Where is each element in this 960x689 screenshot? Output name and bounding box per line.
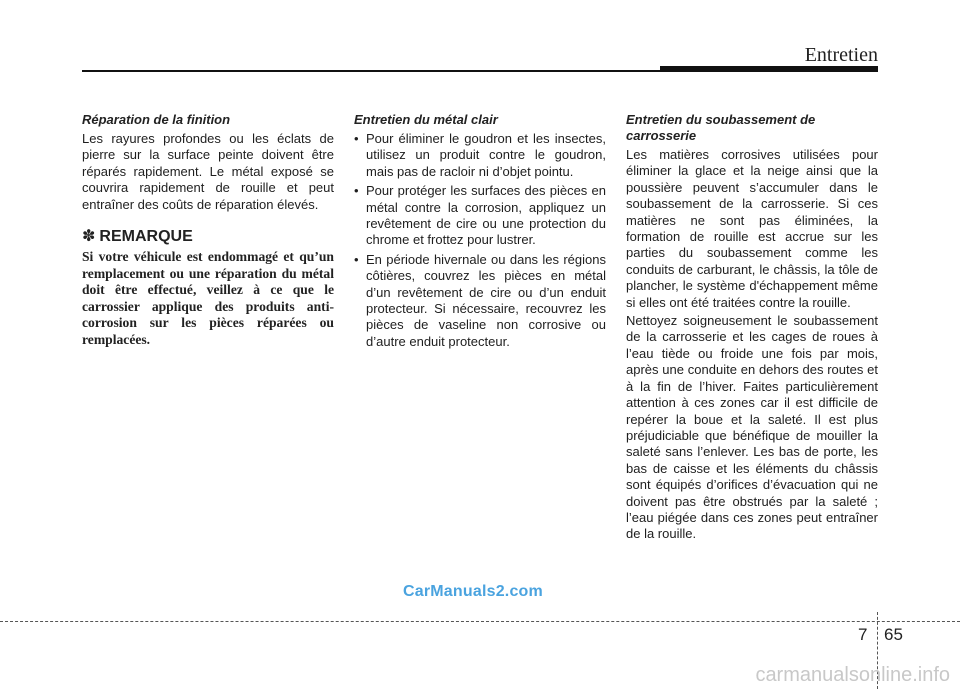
bullet-icon: • — [354, 251, 359, 267]
header-rule-thin — [82, 70, 660, 72]
list-item: • Pour éliminer le goudron et les insectes, utilisez un produit contre le goudron, mais pas de racloir ni d’objet pointu. — [354, 131, 606, 179]
page-header-title: Entretien — [804, 44, 878, 66]
bright-metal-list — [354, 131, 606, 350]
list-item: • En période hivernale ou dans les régions côtières, couvrez les pièces en métal d’un revêtement de cire ou d’un enduit protecteur. Si nécessaire, recouvrez les pièces de vaseline non corrosive ou d’autre enduit protecteur. — [354, 251, 606, 349]
column-bright-metal — [354, 112, 606, 353]
section-title-bright-metal: Entretien du métal clair — [354, 112, 498, 127]
footer-dashed-rule — [0, 621, 960, 622]
bullet-icon: • — [354, 183, 359, 199]
section-title-underbody: Entretien du soubassement de carrosserie — [626, 112, 816, 143]
note-text: Si votre véhicule est endommagé et qu’un remplacement ou une réparation du métal doit être effectué, veillez à ce que le carrossier applique des produits anti-corrosion sur les pièces réparées ou remplacées. — [82, 249, 334, 347]
finish-repair-text: Les rayures profondes ou les éclats de pierre sur la surface peinte doivent être réparés rapidement. Le métal exposé se couvrira rapidement de rouille et peut entraîner des coûts de réparation élevés. — [82, 131, 334, 212]
underbody-paragraph-1: Les matières corrosives utilisées pour éliminer la glace et la neige ainsi que la poussière peuvent s’accumuler dans le soubassement de la carrosserie. Si ces matières ne sont pas éliminées, la formation de rouille est accrue sur les parties du soubassement comme les conduits de carburant, le châssis, la tôle de plancher, le système d'échappement même si elles ont été traitées contre la rouille. — [626, 147, 878, 310]
column-underbody — [626, 112, 878, 543]
list-item: • Pour protéger les surfaces des pièces en métal contre la corrosion, appliquez un revêtement de cire ou une protection du chrome et frottez pour lustrer. — [354, 183, 606, 248]
note-label: REMARQUE — [99, 228, 193, 246]
header-rule-thick — [660, 66, 878, 72]
column-finish-repair — [82, 112, 334, 348]
underbody-paragraph-2: Nettoyez soigneusement le soubassement de la carrosserie et les cages de roues à l’eau tiède ou froide une fois par mois, après une conduite en dehors des routes et à la fin de l’hiver. Faites particulièrement attention à ces zones car il est difficile de repérer la boue et la saleté. Il est plus préjudiciable que bénéfique de mouiller la saleté sans l’enlever. Les bas de porte, les bas de caisse et les éléments du châssis sont équipés d’orifices d’évacuation qui ne doivent pas être obstrués par la saleté ; l’eau piégée dans ces zones peut entraîner de la rouille. — [626, 313, 878, 542]
chapter-number: 7 — [858, 625, 868, 644]
section-title-finish-repair: Réparation de la finition — [82, 112, 231, 127]
page-number: 65 — [884, 625, 903, 644]
note-star-icon: ✽ — [82, 228, 96, 246]
watermark-link[interactable]: CarManuals2.com — [403, 583, 543, 600]
bullet-icon: • — [354, 131, 359, 146]
note-heading — [82, 227, 334, 247]
site-watermark: carmanualsonline.info — [755, 664, 950, 686]
